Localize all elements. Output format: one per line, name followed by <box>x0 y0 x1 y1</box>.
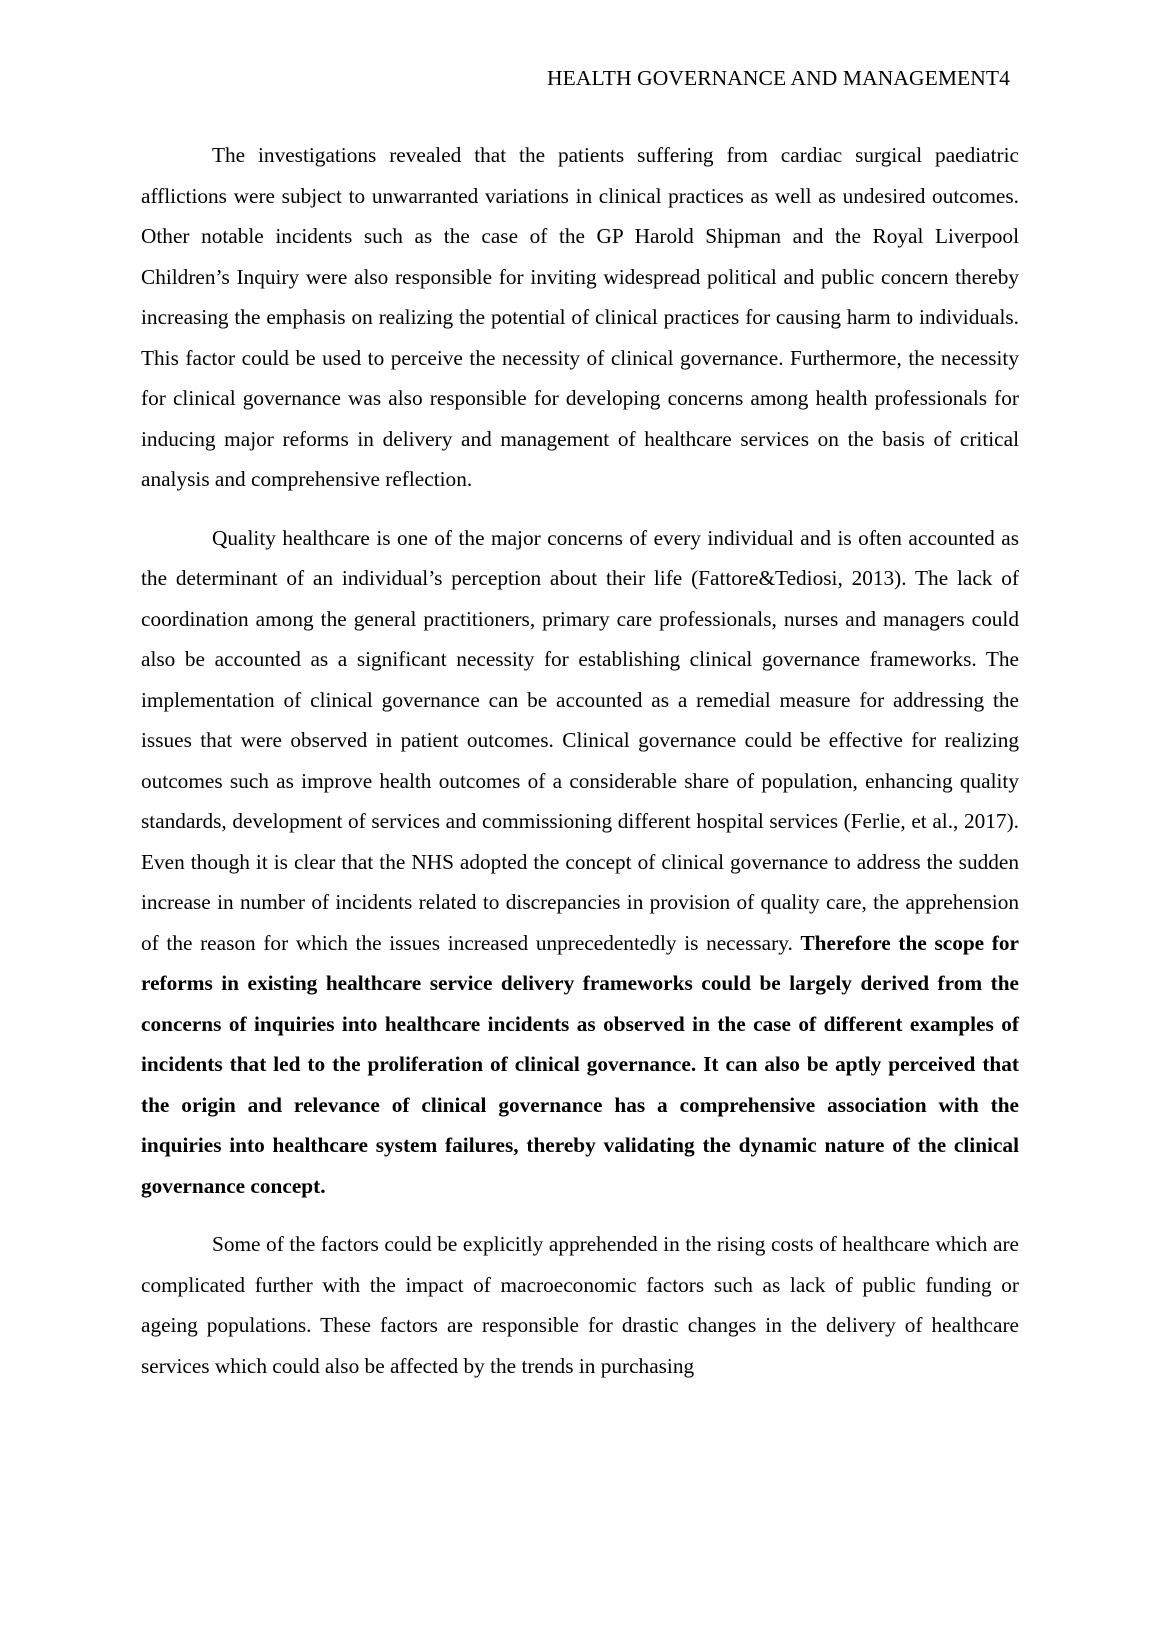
body-text <box>141 135 1019 1386</box>
running-header <box>547 66 1010 91</box>
header-title: HEALTH GOVERNANCE AND MANAGEMENT <box>547 66 1000 90</box>
paragraph-1-text: The investigations revealed that the patients suffering from cardiac surgical paediatric afflictions were subject to unwarranted variations in clinical practices as well as undesired outcomes. Other notable incidents such as the case of the GP Harold Shipman and the Royal Liverpool Children’s Inquiry were also responsible for inviting widespread political and public concern thereby increasing the emphasis on realizing the potential of clinical practices for causing harm to individuals. This factor could be used to perceive the necessity of clinical governance. Furthermore, the necessity for clinical governance was also responsible for developing concerns among health professionals for inducing major reforms in delivery and management of healthcare services on the basis of critical analysis and comprehensive reflection. <box>141 143 1019 491</box>
paragraph-3-text: Some of the factors could be explicitly apprehended in the rising costs of healthcare which are complicated further with the impact of macroeconomic factors such as lack of public funding or ageing populations. These factors are responsible for drastic changes in the delivery of healthcare services which could also be affected by the trends in purchasing <box>141 1232 1019 1378</box>
paragraph-2 <box>141 518 1019 1207</box>
paragraph-2-text: Quality healthcare is one of the major concerns of every individual and is often accounted as the determinant of an individual’s perception about their life (Fattore&Tediosi, 2013). The lack of coordination among the general practitioners, primary care professionals, nurses and managers could also be accounted as a significant necessity for establishing clinical governance frameworks. The implementation of clinical governance can be accounted as a remedial measure for addressing the issues that were observed in patient outcomes. Clinical governance could be effective for realizing outcomes such as improve health outcomes of a considerable share of population, enhancing quality standards, development of services and commissioning different hospital services (Ferlie, et al., 2017). Even though it is clear that the NHS adopted the concept of clinical governance to address the sudden increase in number of incidents related to discrepancies in provision of quality care, the apprehension of the reason for which the issues increased unprecedentedly is necessary. <box>141 525 1019 955</box>
paragraph-1 <box>141 135 1019 500</box>
paragraph-2-bold-text: Therefore the scope for reforms in existing healthcare service delivery frameworks could be largely derived from the concerns of inquiries into healthcare incidents as observed in the case of different examples of incidents that led to the proliferation of clinical governance. It can also be aptly perceived that the origin and relevance of clinical governance has a comprehensive association with the inquiries into healthcare system failures, thereby validating the dynamic nature of the clinical governance concept. <box>141 930 1019 1198</box>
page-number: 4 <box>999 66 1010 90</box>
paragraph-3 <box>141 1224 1019 1386</box>
